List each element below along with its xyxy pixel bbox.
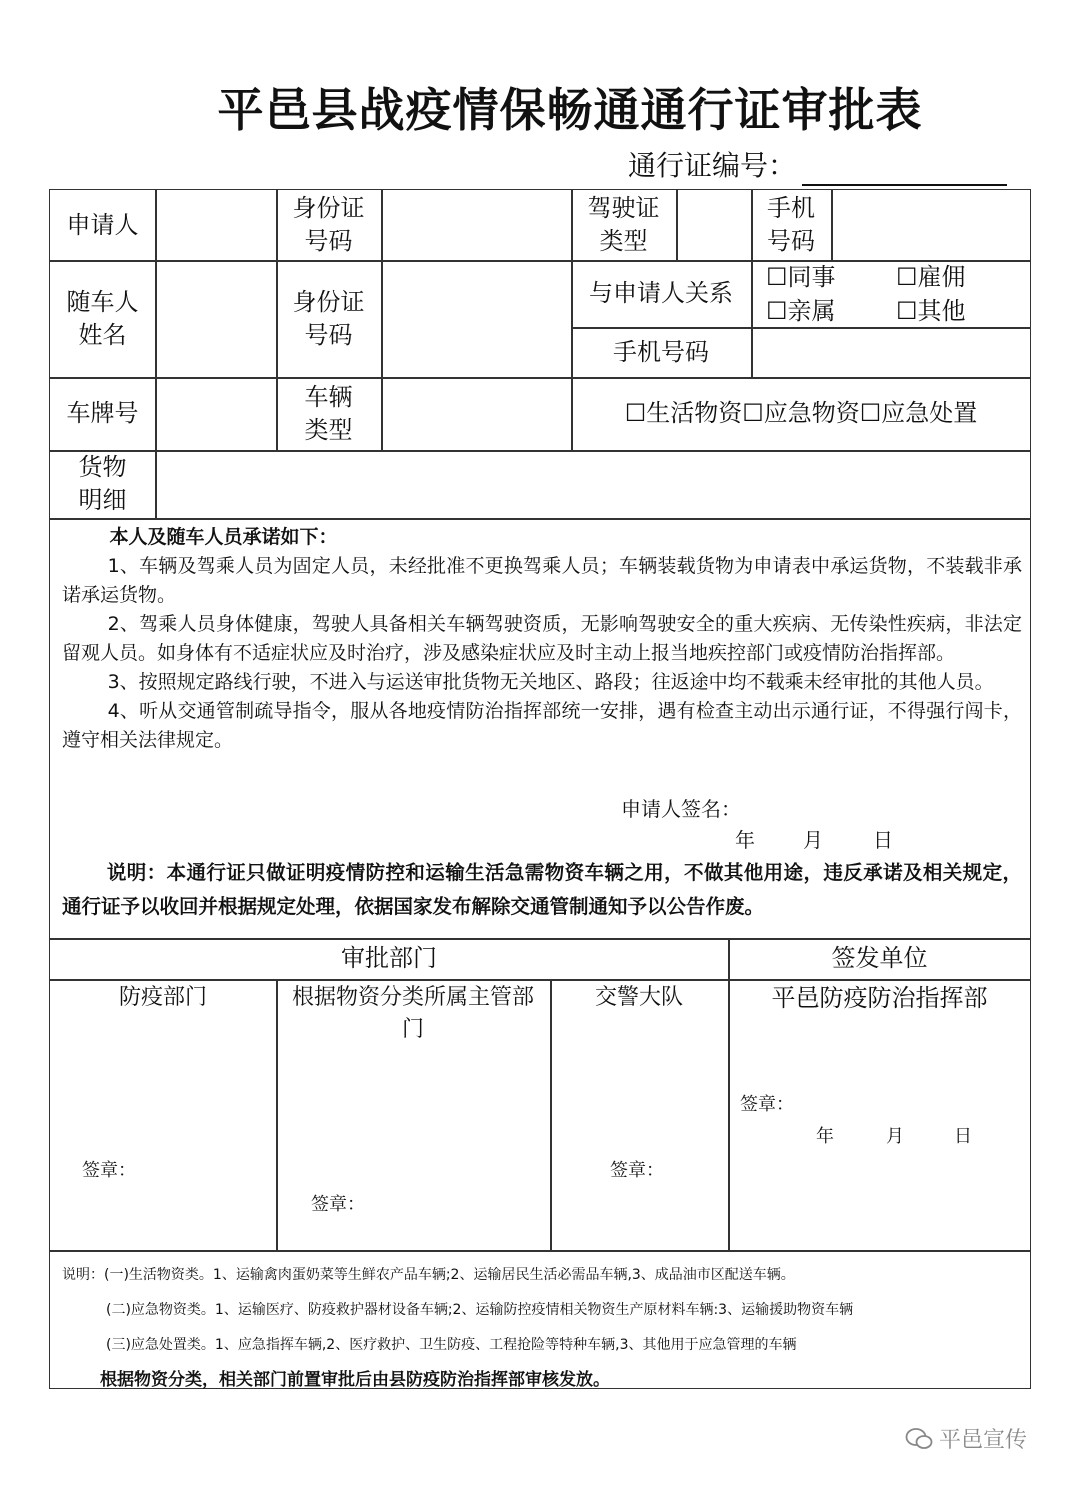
usage-statement: 说明：本通行证只做证明疫情防控和运输生活急需物资车辆之用，不做其他用途，违反承诺及相关规定，通行证予以收回并根据规定处理，依据国家发布解除交通管制通知予以公告作废。 — [62, 861, 1022, 918]
issuer-name: 平邑防疫防治指挥部 — [771, 984, 988, 1012]
companion-id-line2: 号码 — [304, 320, 353, 349]
dept-epidemic-prevention: 防疫部门 — [118, 985, 207, 1010]
dept-material-authority: 根据物资分类所属主管部门 — [291, 985, 534, 1042]
watermark — [905, 1423, 1027, 1454]
vehicle-label-line2: 类型 — [304, 415, 353, 444]
companion-name-input[interactable] — [156, 260, 276, 377]
pledge-item: 3、按照规定路线行驶，不进入与运送审批货物无关地区、路段；往返途中均不载乘未经审批的其他人员。 — [107, 671, 994, 693]
plate-input[interactable] — [156, 377, 276, 450]
table-line — [50, 518, 1030, 520]
table-line — [50, 979, 1030, 981]
companion-label-line1: 随车人 — [66, 287, 139, 316]
goods-detail-label — [50, 450, 155, 518]
cargo-category-text[interactable]: ☐生活物资☐应急物资☐应急处置 — [624, 399, 978, 427]
watermark-text: 平邑宣传 — [939, 1428, 1028, 1453]
companion-id-line1: 身份证 — [292, 287, 365, 316]
permit-number-label: 通行证编号： — [628, 149, 797, 182]
companion-phone-label-text: 手机号码 — [613, 337, 709, 366]
companion-id-input[interactable] — [382, 260, 571, 377]
issue-date-month: 月 — [886, 1126, 904, 1147]
applicant-signature-label: 申请人签名： — [621, 797, 741, 821]
seal-label: 签章： — [740, 1094, 794, 1115]
final-note: 根据物资分类，相关部门前置审批后由县防疫防治指挥部审核发放。 — [100, 1370, 610, 1390]
companion-phone-input[interactable] — [752, 327, 1030, 377]
permit-number-field[interactable] — [628, 146, 1007, 186]
pledge-item: 1、车辆及驾乘人员为固定人员，未经批准不更换驾乘人员；车辆装载货物为申请表中承运货物，不装载非承诺承运货物。 — [62, 555, 1022, 606]
goods-detail-input[interactable] — [156, 450, 1030, 518]
vehicle-label-line1: 车辆 — [304, 382, 353, 411]
relation-option-coworker[interactable]: ☐同事 — [766, 263, 836, 291]
pledge-section — [62, 523, 1022, 755]
pledge-item: 2、驾乘人员身体健康，驾驶人具备相关车辆驾驶资质，无影响驾驶安全的重大疾病、无传染性疾病，非法定留观人员。如身体有不适症状应及时治疗，涉及感染症状应及时主动上报当地疾控部门或疫情防治指挥部。 — [62, 613, 1022, 664]
permit-number-blank[interactable] — [802, 154, 1007, 186]
relation-label-text: 与申请人关系 — [589, 279, 733, 307]
vehicle-type-input[interactable] — [382, 377, 571, 450]
phone-label-line2: 号码 — [767, 227, 815, 255]
applicant-label — [50, 190, 155, 260]
cargo-category-options[interactable] — [572, 377, 1030, 450]
note-line: (三)应急处置类。1、应急指挥车辆,2、医疗救护、卫生防疫、工程抢险等特种车辆,3、其他用于应急管理的车辆 — [106, 1337, 797, 1353]
relation-option-employment[interactable]: ☐雇佣 — [896, 263, 966, 291]
wechat-icon — [905, 1427, 933, 1451]
form-table — [49, 189, 1031, 1389]
issue-date-year: 年 — [816, 1126, 834, 1147]
goods-label-line1: 货物 — [78, 453, 127, 481]
id-number-input[interactable] — [382, 190, 571, 260]
vehicle-type-label — [276, 377, 381, 450]
companion-phone-label — [571, 327, 751, 377]
applicant-label-text: 申请人 — [66, 210, 139, 239]
approval-dept-header-text: 审批部门 — [341, 944, 437, 972]
id-label-line2: 号码 — [304, 227, 353, 255]
issuing-unit-header — [729, 938, 1030, 979]
relation-options — [766, 260, 1030, 327]
category-notes — [62, 1258, 1022, 1398]
relation-option-other[interactable]: ☐其他 — [896, 297, 966, 325]
applicant-input[interactable] — [156, 190, 276, 260]
companion-id-label — [276, 260, 381, 377]
table-line — [550, 979, 552, 1250]
phone-label — [751, 190, 831, 260]
relation-option-relative[interactable]: ☐亲属 — [766, 297, 836, 325]
seal-label: 签章： — [311, 1194, 365, 1215]
seal-label: 签章： — [82, 1160, 136, 1181]
license-type-input[interactable] — [677, 190, 751, 260]
license-label-line1: 驾驶证 — [587, 194, 660, 222]
sign-date-year: 年 — [735, 828, 755, 852]
approval-dept-header — [50, 938, 728, 979]
relation-label — [571, 260, 751, 327]
note-line: 说明：(一)生活物资类。1、运输禽肉蛋奶菜等生鲜农产品车辆;2、运输居民生活必需品车辆,3、成品油市区配送车辆。 — [62, 1267, 795, 1283]
note-line: (二)应急物资类。1、运输医疗、防疫救护器材设备车辆;2、运输防控疫情相关物资生产原材料车辆:3、运输援助物资车辆 — [106, 1302, 854, 1318]
id-number-label — [276, 190, 381, 260]
pledge-item: 4、听从交通管制疏导指令，服从各地疫情防治指挥部统一安排，遇有检查主动出示通行证，不得强行闯卡，遵守相关法律规定。 — [62, 700, 1022, 751]
usage-statement-block — [62, 856, 1022, 924]
pledge-heading: 本人及随车人员承诺如下： — [109, 526, 338, 548]
sign-date-day: 日 — [873, 828, 893, 852]
seal-label: 签章： — [610, 1160, 664, 1181]
companion-name-label — [50, 260, 155, 377]
issuing-unit-header-text: 签发单位 — [831, 944, 928, 972]
sign-date-month: 月 — [803, 828, 823, 852]
table-line — [276, 979, 278, 1250]
phone-input[interactable] — [832, 190, 1030, 260]
dept-traffic-police: 交警大队 — [594, 985, 683, 1010]
goods-label-line2: 明细 — [78, 486, 127, 514]
companion-label-line2: 姓名 — [78, 320, 127, 349]
plate-label-text: 车牌号 — [66, 399, 139, 427]
table-line — [50, 1250, 1030, 1252]
id-label-line1: 身份证 — [292, 194, 365, 222]
plate-label — [50, 377, 155, 450]
license-label-line2: 类型 — [599, 227, 648, 255]
phone-label-line1: 手机 — [767, 194, 815, 222]
license-type-label — [571, 190, 676, 260]
form-title: 平邑县战疫情保畅通通行证审批表 — [217, 83, 923, 137]
issue-date-day: 日 — [954, 1126, 972, 1147]
